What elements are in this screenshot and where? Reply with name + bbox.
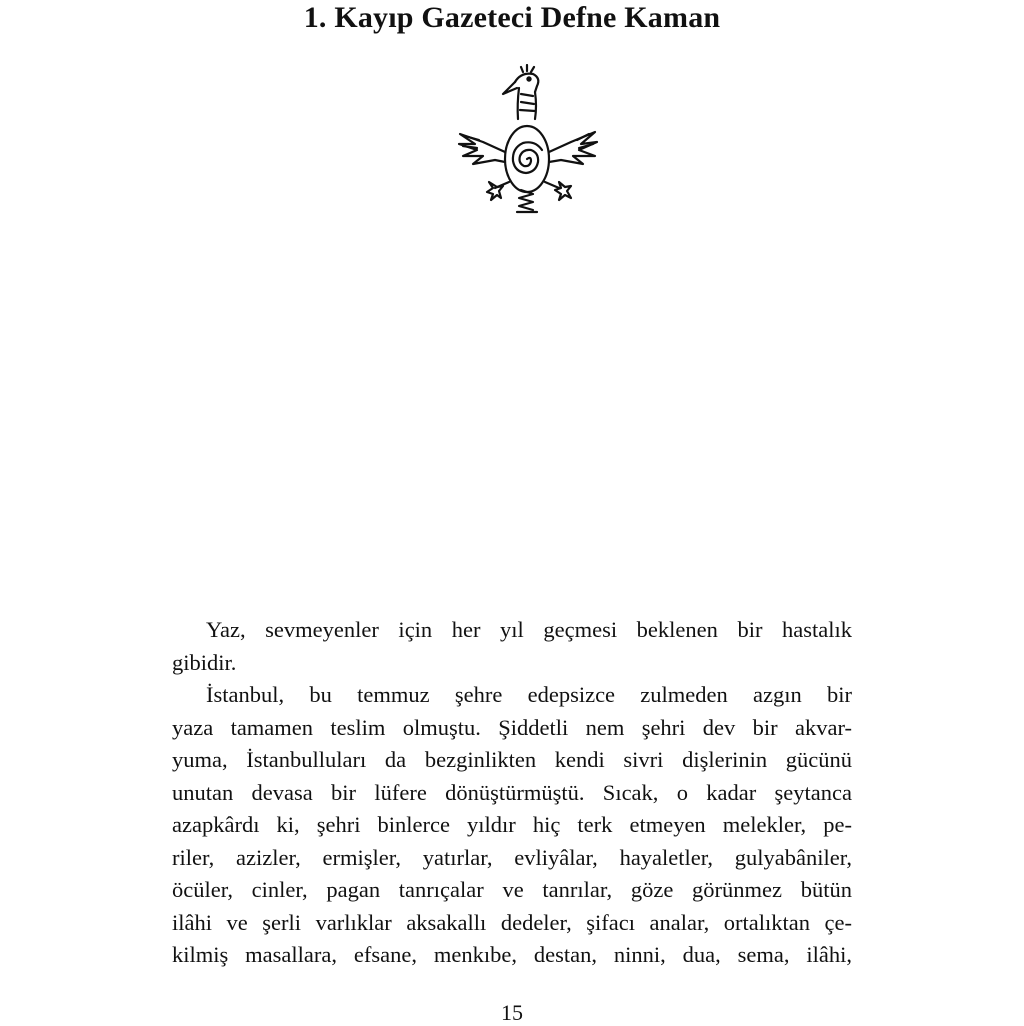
text-line: riler, azizler, ermişler, yatırlar, evliyâlar, hayaletler, gulyabâniler, (172, 844, 852, 870)
paragraph-2 (172, 679, 852, 972)
text-line: Yaz, sevmeyenler için her yıl geçmesi beklenen bir hastalık (206, 617, 852, 642)
chapter-title: 1. Kayıp Gazeteci Defne Kaman (303, 1, 721, 34)
body-text (172, 614, 852, 972)
text-line: öcüler, cinler, pagan tanrıçalar ve tanrılar, göze görünmez bütün (172, 877, 852, 902)
text-line: azapkârdı ki, şehri binlerce yıldır hiç terk etmeyen melekler, pe- (172, 812, 852, 837)
page-number: 15 (501, 1000, 523, 1025)
text-line: yuma, İstanbulluları da bezginlikten kendi sivri dişlerinin gücünü (172, 747, 852, 772)
paragraph-1 (172, 614, 852, 679)
text-line: kilmiş masallara, efsane, menkıbe, destan, ninni, dua, sema, ilâhi, (172, 942, 852, 967)
bird-spiral-ornament-icon (455, 64, 600, 214)
text-line: gibidir. (172, 649, 237, 675)
text-line: unutan devasa bir lüfere dönüştürmüştü. Sıcak, o kadar şeytanca (172, 779, 852, 805)
text-line: ilâhi ve şerli varlıklar aksakallı dedeler, şifacı analar, ortalıktan çe- (172, 909, 852, 935)
text-line: İstanbul, bu temmuz şehre edepsizce zulmeden azgın bir (206, 682, 852, 707)
text-line: yaza tamamen teslim olmuştu. Şiddetli nem şehri dev bir akvar- (172, 714, 852, 740)
